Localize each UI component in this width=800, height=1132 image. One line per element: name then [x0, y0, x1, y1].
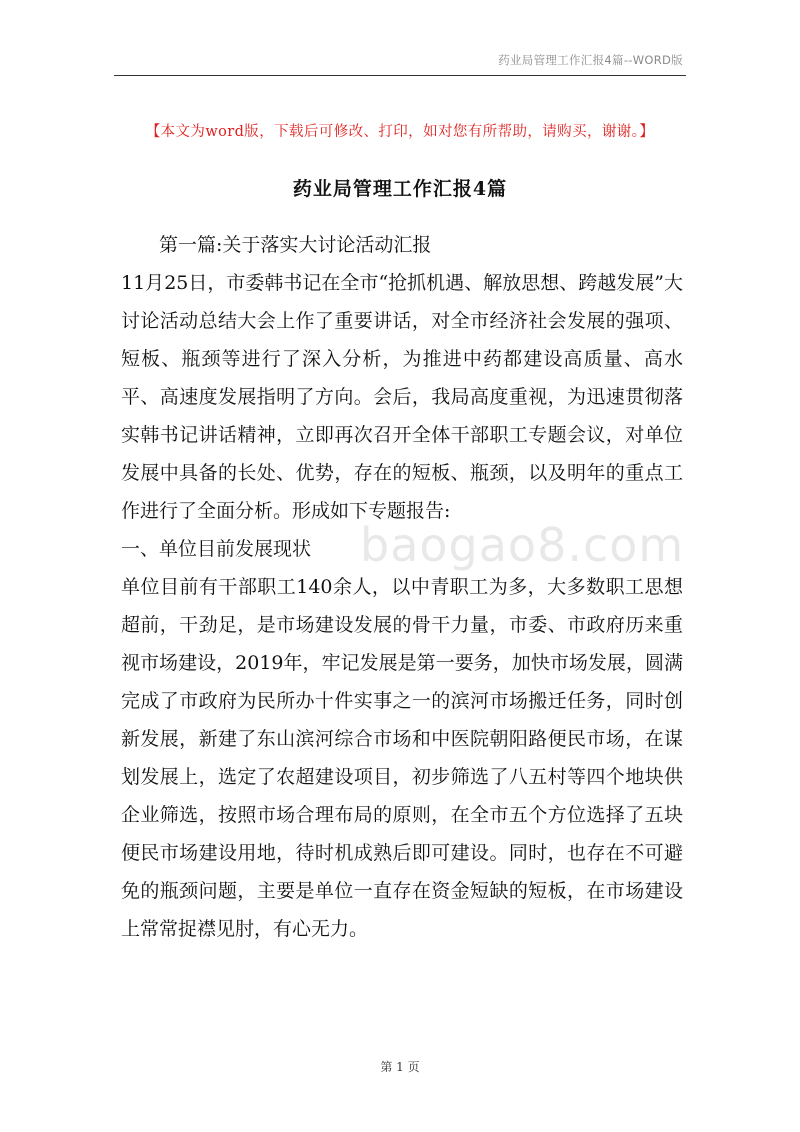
paragraph-intro: 11月25日，市委韩书记在全市“抢抓机遇、解放思想、跨越发展”大讨论活动总结大会上作了重要讲话，对全市经济社会发展的强项、短板、瓶颈等进行了深入分析，为推进中药都建设高质量、高水平、高速度发展指明了方向。会后，我局高度重视，为迅速贯彻落实韩书记讲话精神，立即再次召开全体干部职工专题会议，对单位发展中具备的长处、优势，存在的短板、瓶颈，以及明年的重点工作进行了全面分析。形成如下专题报告: [121, 272, 683, 522]
section-title: 第一篇:关于落实大讨论活动汇报 [159, 234, 432, 256]
document-title: 药业局管理工作汇报4篇 [292, 178, 508, 200]
purchase-notice: 【本文为word版，下载后可修改、打印，如对您有所帮助，请购买，谢谢。】 [145, 124, 655, 140]
header-divider [114, 75, 686, 76]
page-number: 第 1 页 [380, 1060, 420, 1074]
document-body [121, 226, 683, 948]
watermark: baogao8.com [360, 518, 685, 572]
running-header: 药业局管理工作汇报4篇--WORD版 [498, 53, 683, 67]
subheading-current-status: 一、单位目前发展现状 [121, 538, 312, 560]
paragraph-status: 单位目前有干部职工140余人，以中青职工为多，大多数职工思想超前，干劲足，是市场建设发展的骨干力量，市委、市政府历来重视市场建设，2019年，牢记发展是第一要务，加快市场发展，圆满完成了市政府为民所办十件实事之一的滨河市场搬迁任务，同时创新发展，新建了东山滨河综合市场和中医院朝阳路便民市场，在谋划发展上，选定了农超建设项目，初步筛选了八五村等四个地块供企业筛选，按照市场合理布局的原则，在全市五个方位选择了五块便民市场建设用地，待时机成熟后即可建设。同时，也存在不可避免的瓶颈问题，主要是单位一直存在资金短缺的短板，在市场建设上常常捉襟见肘，有心无力。 [121, 576, 683, 940]
